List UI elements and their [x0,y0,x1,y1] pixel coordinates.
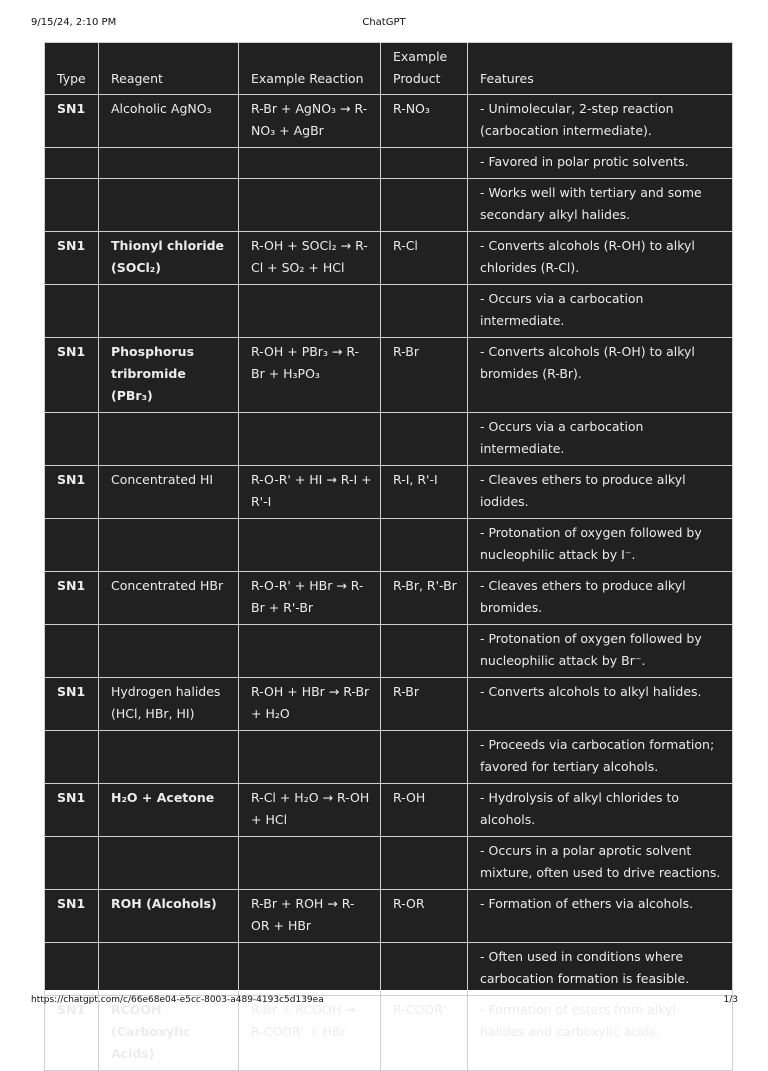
cell-type [45,837,99,890]
cell-reagent [99,148,239,179]
cell-reagent: Alcoholic AgNO₃ [99,95,239,148]
cell-example-reaction [239,413,381,466]
cell-example-product: R-COOR' [381,996,468,1071]
table-row [45,943,733,996]
cell-example-product [381,179,468,232]
table-row [45,232,733,285]
table-row [45,625,733,678]
cell-reagent [99,837,239,890]
cell-type [45,413,99,466]
table-body [45,95,733,1071]
cell-example-reaction: R-Cl + H₂O → R-OH + HCl [239,784,381,837]
cell-reagent: Hydrogen halides (HCl, HBr, HI) [99,678,239,731]
cell-example-product [381,731,468,784]
cell-type [45,285,99,338]
cell-type [45,731,99,784]
cell-features: - Converts alcohols to alkyl halides. [468,678,733,731]
table-row [45,784,733,837]
cell-example-reaction [239,837,381,890]
cell-reagent: Phosphorus tribromide (PBr₃) [99,338,239,413]
cell-reagent: RCOOH (Carboxylic Acids) [99,996,239,1071]
cell-example-reaction: R-OH + HBr → R-Br + H₂O [239,678,381,731]
cell-example-product: R-I, R'-I [381,466,468,519]
cell-example-product: R-NO₃ [381,95,468,148]
cell-features: - Protonation of oxygen followed by nucleophilic attack by Br⁻. [468,625,733,678]
cell-features: - Works well with tertiary and some secondary alkyl halides. [468,179,733,232]
header-reagent: Reagent [99,43,239,95]
cell-features: - Occurs in a polar aprotic solvent mixture, often used to drive reactions. [468,837,733,890]
cell-example-reaction: R-OH + SOCl₂ → R-Cl + SO₂ + HCl [239,232,381,285]
cell-example-product [381,519,468,572]
cell-features: - Favored in polar protic solvents. [468,148,733,179]
cell-type: SN1 [45,996,99,1071]
table-row [45,95,733,148]
table-row [45,678,733,731]
table-row [45,179,733,232]
table-row [45,837,733,890]
header-example-product: Example Product [381,43,468,95]
cell-reagent [99,413,239,466]
cell-example-product [381,285,468,338]
cell-features: - Proceeds via carbocation formation; favored for tertiary alcohols. [468,731,733,784]
cell-reagent [99,519,239,572]
cell-features: - Formation of ethers via alcohols. [468,890,733,943]
cell-features: - Protonation of oxygen followed by nucleophilic attack by I⁻. [468,519,733,572]
cell-type: SN1 [45,784,99,837]
cell-features: - Unimolecular, 2-step reaction (carbocation intermediate). [468,95,733,148]
print-datetime: 9/15/24, 2:10 PM [31,17,117,28]
cell-example-reaction: R-Br + ROH → R-OR + HBr [239,890,381,943]
cell-example-product [381,625,468,678]
cell-example-reaction [239,943,381,996]
cell-reagent: H₂O + Acetone [99,784,239,837]
cell-example-product [381,148,468,179]
cell-reagent [99,625,239,678]
table-row [45,338,733,413]
cell-reagent [99,731,239,784]
cell-example-product: R-OR [381,890,468,943]
table-row [45,996,733,1071]
cell-features: - Converts alcohols (R-OH) to alkyl bromides (R-Br). [468,338,733,413]
cell-features: - Hydrolysis of alkyl chlorides to alcohols. [468,784,733,837]
cell-reagent: ROH (Alcohols) [99,890,239,943]
cell-example-reaction: R-O-R' + HBr → R-Br + R'-Br [239,572,381,625]
print-url: https://chatgpt.com/c/66e68e04-e5cc-8003-a489-4193c5d139ea [31,995,324,1005]
cell-example-reaction [239,625,381,678]
cell-reagent [99,285,239,338]
cell-type: SN1 [45,890,99,943]
cell-reagent: Concentrated HBr [99,572,239,625]
cell-example-reaction [239,285,381,338]
cell-example-reaction: R-O-R' + HI → R-I + R'-I [239,466,381,519]
header-example-reaction: Example Reaction [239,43,381,95]
table-row [45,519,733,572]
cell-example-product: R-Br [381,678,468,731]
cell-example-reaction: R-Br + RCOOH → R-COOR' + HBr [239,996,381,1071]
cell-type: SN1 [45,232,99,285]
cell-reagent: Thionyl chloride (SOCl₂) [99,232,239,285]
cell-features: - Formation of esters from alkyl halides and carboxylic acids. [468,996,733,1071]
cell-reagent: Concentrated HI [99,466,239,519]
cell-features: - Cleaves ethers to produce alkyl bromides. [468,572,733,625]
cell-example-reaction [239,179,381,232]
cell-example-product [381,837,468,890]
cell-example-reaction [239,519,381,572]
cell-type [45,519,99,572]
table-row [45,466,733,519]
header-type: Type [45,43,99,95]
cell-features: - Cleaves ethers to produce alkyl iodides. [468,466,733,519]
table-row [45,413,733,466]
cell-reagent [99,943,239,996]
table-row [45,148,733,179]
cell-example-reaction: R-OH + PBr₃ → R-Br + H₃PO₃ [239,338,381,413]
cell-example-product [381,413,468,466]
cell-type: SN1 [45,572,99,625]
table-row [45,285,733,338]
cell-type: SN1 [45,95,99,148]
cell-example-product [381,943,468,996]
table-row [45,890,733,943]
print-page-number: 1/3 [723,995,738,1005]
cell-type [45,148,99,179]
cell-example-reaction [239,731,381,784]
cell-example-product: R-Br [381,338,468,413]
cell-example-product: R-OH [381,784,468,837]
print-page-title: ChatGPT [362,17,406,28]
cell-example-product: R-Cl [381,232,468,285]
cell-reagent [99,179,239,232]
cell-type [45,625,99,678]
cell-type [45,179,99,232]
cell-features: - Occurs via a carbocation intermediate. [468,285,733,338]
header-features: Features [468,43,733,95]
cell-example-reaction [239,148,381,179]
cell-type: SN1 [45,466,99,519]
table-row [45,572,733,625]
cell-type: SN1 [45,678,99,731]
cell-features: - Often used in conditions where carbocation formation is feasible. [468,943,733,996]
cell-features: - Occurs via a carbocation intermediate. [468,413,733,466]
cell-type [45,943,99,996]
reaction-table [44,42,733,1071]
cell-type: SN1 [45,338,99,413]
cell-features: - Converts alcohols (R-OH) to alkyl chlorides (R-Cl). [468,232,733,285]
table-row [45,731,733,784]
cell-example-product: R-Br, R'-Br [381,572,468,625]
table-header-row [45,43,733,95]
cell-example-reaction: R-Br + AgNO₃ → R-NO₃ + AgBr [239,95,381,148]
